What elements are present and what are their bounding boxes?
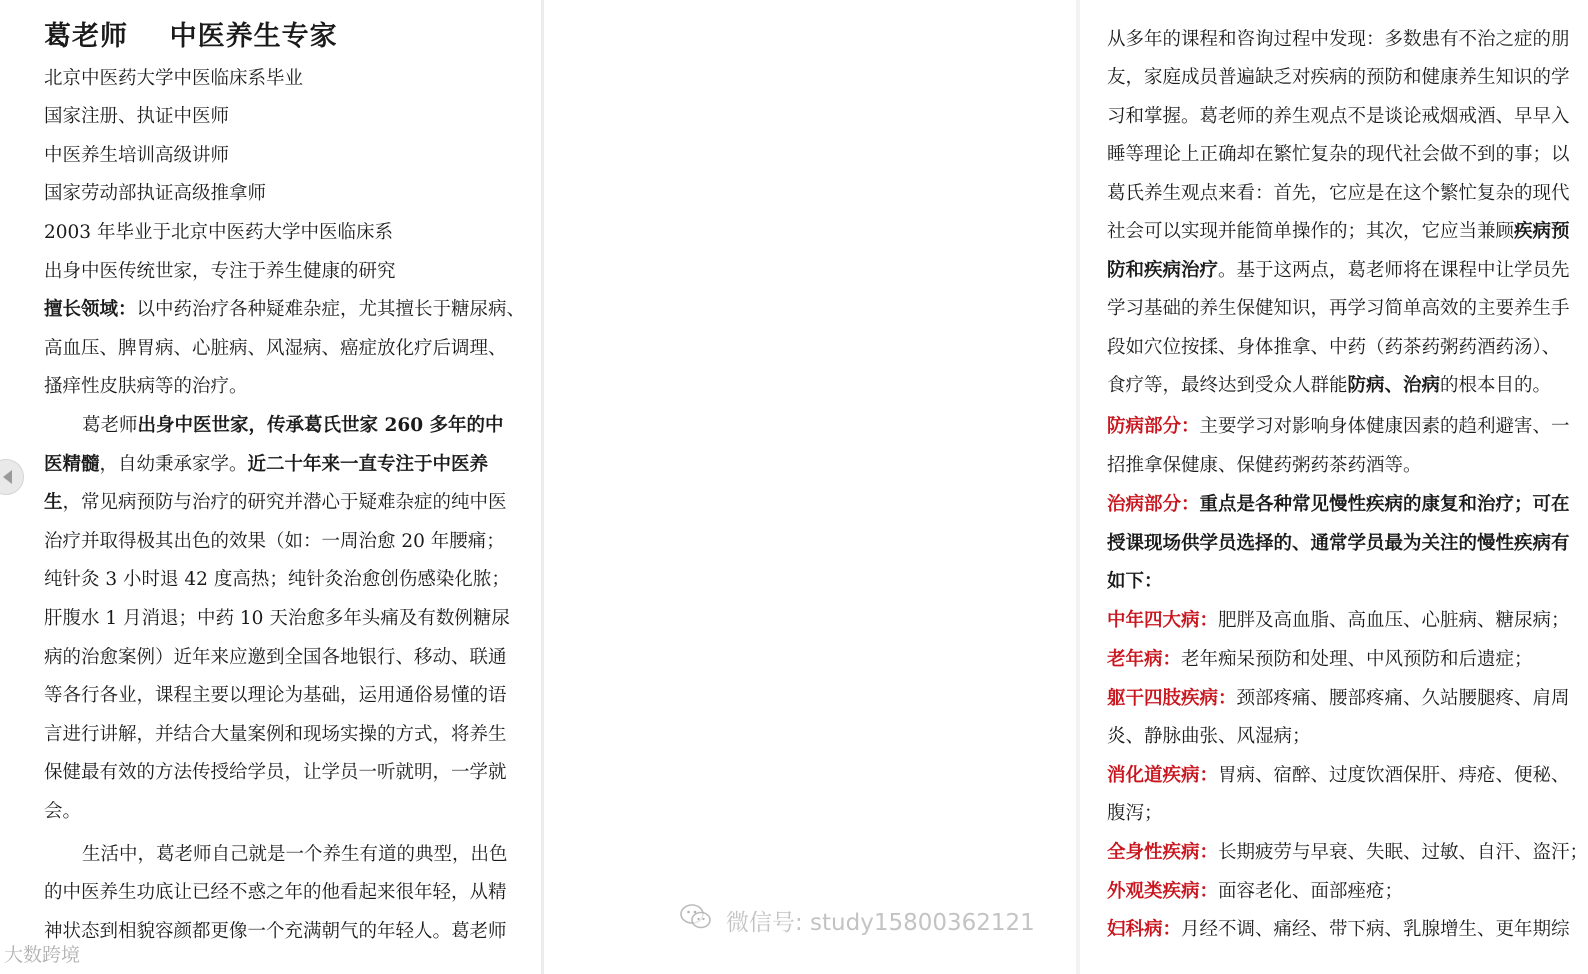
intro-line-1: 从多年的课程和咨询过程中发现：多数患有不治之症的朋	[1107, 29, 1570, 50]
disease-label: 妇科病：	[1107, 919, 1182, 940]
para1-line-11: 会。	[44, 801, 82, 822]
para2-line-3: 神状态到相貌容颜都更像一个充满朝气的年轻人。葛老师	[44, 921, 507, 942]
expertise-label: 擅长领域：	[44, 299, 137, 320]
prevent-line-2: 招推拿保健康、保健药粥药茶药酒等。	[1107, 455, 1422, 476]
credential-3: 中医养生培训高级讲师	[44, 145, 230, 166]
disease-line	[1107, 608, 1570, 634]
disease-text: 腹泻；	[1107, 803, 1163, 824]
left-column	[0, 0, 541, 974]
disease-label: 外观类疾病：	[1107, 881, 1219, 902]
para1-line-6: 肝腹水 1 月消退；中药 10 天治愈多年头痛及有数例糖尿	[44, 608, 510, 629]
disease-text: 月经不调、痛经、带下病、乳腺增生、更年期综	[1181, 919, 1570, 940]
disease-text: 长期疲劳与早衰、失眠、过敏、自汗、盗汗；	[1218, 842, 1588, 863]
para1-line-9: 言进行讲解，并结合大量案例和现场实操的方式，将养生	[44, 724, 507, 745]
para1-bold: 医精髓	[44, 454, 100, 475]
wechat-watermark: 微信号: study15800362121	[726, 910, 1035, 936]
intro-text: 的根本目的。	[1440, 375, 1552, 396]
page-title: 葛老师 中医养生专家	[44, 21, 338, 52]
para2-line-1: 生活中，葛老师自己就是一个养生有道的典型，出色	[82, 844, 508, 865]
disease-label: 全身性疾病：	[1107, 842, 1219, 863]
disease-text: 老年痴呆预防和处理、中风预防和后遗症；	[1181, 649, 1533, 670]
expertise-line-1	[44, 297, 525, 323]
disease-text: 炎、静脉曲张、风湿病；	[1107, 726, 1311, 747]
credential-6: 出身中医传统世家，专注于养生健康的研究	[44, 261, 396, 282]
intro-line-3: 习和掌握。葛老师的养生观点不是谈论戒烟戒酒、早早入	[1107, 106, 1570, 127]
expertise-line-2: 高血压、脾胃病、心脏病、风湿病、癌症放化疗后调理、	[44, 338, 507, 359]
para1-line-4: 治疗并取得极其出色的效果（如：一周治愈 20 年腰痛；	[44, 531, 505, 552]
para2-line-2: 的中医养生功底让已经不惑之年的他看起来很年轻，从精	[44, 882, 507, 903]
para1-bold: 出身中医世家，传承葛氏世家 260 多年的中	[137, 415, 504, 436]
intro-line-7	[1107, 258, 1570, 284]
para1-line-5: 纯针灸 3 小时退 42 度高热；纯针灸治愈创伤感染化脓；	[44, 569, 510, 590]
para1-line-10: 保健最有效的方法传授给学员，让学员一听就明，一学就	[44, 762, 507, 783]
treat-line-1	[1107, 492, 1570, 518]
treat-line-3: 如下：	[1107, 571, 1163, 592]
para1-line-3	[44, 490, 507, 516]
intro-line-9: 段如穴位按揉、身体推拿、中药（药茶药粥药酒药汤）、	[1107, 337, 1561, 358]
para1-line-2	[44, 452, 488, 478]
disease-label: 老年病：	[1107, 649, 1182, 670]
disease-line	[1107, 647, 1533, 673]
wechat-icon	[680, 903, 712, 931]
intro-bold: 疾病预	[1514, 221, 1570, 242]
para1-bold: 生	[44, 492, 63, 513]
credential-4: 国家劳动部执证高级推拿师	[44, 183, 267, 204]
disease-line	[1107, 686, 1570, 712]
intro-line-6	[1107, 219, 1570, 245]
disease-line	[1107, 763, 1570, 789]
intro-bold: 防病、治病	[1347, 375, 1441, 396]
credential-2: 国家注册、执证中医师	[44, 106, 230, 127]
intro-text: 食疗等，最终达到受众人群能	[1107, 375, 1348, 396]
intro-text: 社会可以实现并能简单操作的；其次，它应当兼顾	[1107, 221, 1515, 242]
para1-bold: 近二十年来一直专注于中医养	[247, 454, 489, 475]
prevent-label: 防病部分：	[1107, 416, 1200, 437]
intro-line-10	[1107, 373, 1551, 399]
treat-text: 重点是各种常见慢性疾病的康复和治疗；可在	[1199, 494, 1570, 515]
disease-line	[1107, 724, 1311, 750]
treat-label: 治病部分：	[1107, 494, 1200, 515]
disease-label: 消化道疾病：	[1107, 765, 1219, 786]
intro-line-5: 葛氏养生观点来看：首先，它应是在这个繁忙复杂的现代	[1107, 183, 1570, 204]
disease-line	[1107, 840, 1588, 866]
prevent-line-1	[1107, 414, 1570, 440]
credential-5: 2003 年毕业于北京中医药大学中医临床系	[44, 222, 393, 243]
expertise-line-3: 搔痒性皮肤病等的治疗。	[44, 376, 248, 397]
para1-line-7: 病的治愈案例）近年来应邀到全国各地银行、移动、联通	[44, 647, 507, 668]
disease-text: 面容老化、面部痤疮；	[1218, 881, 1404, 902]
disease-line	[1107, 917, 1570, 943]
prevent-text: 主要学习对影响身体健康因素的趋利避害、一	[1199, 416, 1570, 437]
para1-text: ，常见病预防与治疗的研究并潜心于疑难杂症的纯中医	[62, 492, 507, 513]
intro-bold: 防和疾病治疗	[1107, 260, 1219, 281]
disease-line	[1107, 801, 1163, 827]
para1-line-8: 等各行各业，课程主要以理论为基础，运用通俗易懂的语	[44, 685, 507, 706]
right-column	[544, 0, 1588, 974]
disease-line	[1107, 879, 1403, 905]
site-watermark: 大数跨境	[4, 944, 81, 966]
disease-text: 胃病、宿醉、过度饮酒保肝、痔疮、便秘、	[1218, 765, 1570, 786]
credential-1: 北京中医药大学中医临床系毕业	[44, 68, 304, 89]
expertise-text: 以中药治疗各种疑难杂症，尤其擅长于糖尿病、	[136, 299, 526, 320]
disease-label: 中年四大病：	[1107, 610, 1219, 631]
treat-line-2: 授课现场供学员选择的、通常学员最为关注的慢性疾病有	[1107, 533, 1570, 554]
para1-text: 葛老师	[82, 415, 138, 436]
para1-text: ，自幼秉承家学。	[99, 454, 248, 475]
intro-line-4: 睡等理论上正确却在繁忙复杂的现代社会做不到的事；以	[1107, 144, 1570, 165]
intro-line-8: 学习基础的养生保健知识，再学习简单高效的主要养生手	[1107, 298, 1570, 319]
intro-text: 。基于这两点，葛老师将在课程中让学员先	[1218, 260, 1570, 281]
disease-text: 颈部疼痛、腰部疼痛、久站腰腿疼、肩周	[1236, 688, 1570, 709]
para1-line-1	[82, 413, 504, 439]
disease-label: 躯干四肢疾病：	[1107, 688, 1237, 709]
disease-text: 肥胖及高血脂、高血压、心脏病、糖尿病；	[1218, 610, 1570, 631]
intro-line-2: 友，家庭成员普遍缺乏对疾病的预防和健康养生知识的学	[1107, 67, 1570, 88]
